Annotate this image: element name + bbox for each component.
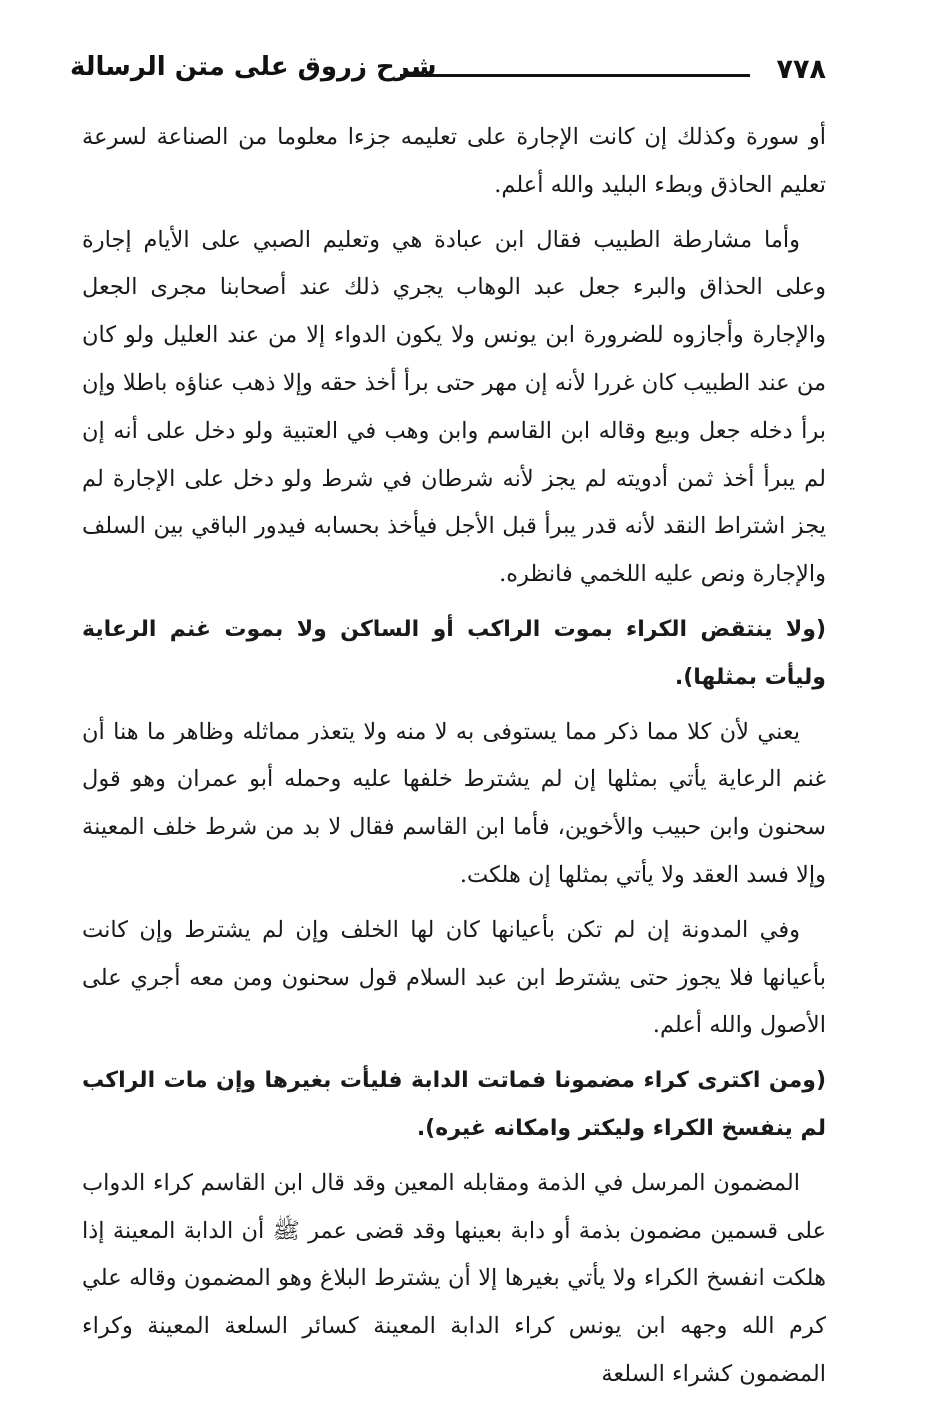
page-number: ٧٧٨: [776, 54, 826, 85]
paragraph-guaranteed-explanation: المضمون المرسل في الذمة ومقابله المعين وقد قال ابن القاسم كراء الدواب على قسمين مضمون بذمة أو دابة بعينها وقد قضى عمر ﷺ أن الدابة المعينة إذا هلكت انفسخ الكراء ولا يأتي بغيرها إلا أن يشترط البلاغ وهو المضمون وقاله علي كرم الله وجهه ابن يونس كراء الدابة المعينة كسائر السلعة المعينة وكراء المضمون كشراء السلعة: [82, 1169, 826, 1387]
header-rule: [400, 74, 750, 77]
paragraph-physician-contract: وأما مشارطة الطبيب فقال ابن عبادة هي وتعليم الصبي على الأيام إجارة وعلى الحذاق والبرء جعل عبد الوهاب يجري ذلك عند أصحابنا مجرى الجعل والإجارة وأجازوه للضرورة ابن يونس ولا يكون الدواء إلا من عند العليل ولو كان من عند الطبيب كان غررا لأنه إن مهر حتى برأ أخذ حقه وإلا ذهب عناؤه باطلا وإن برأ دخله جعل وبيع وقاله ابن القاسم وابن وهب في العتبية ولو دخل على أنه إن لم يبرأ أخذ ثمن أدويته لم يجز لأنه شرطان في شرط ولو دخل على الإجارة لم يجز اشتراط النقد لأنه قدر يبرأ قبل الأجل فيأخذ بحسابه فيدور الباقي بين السلف والإجارة ونص عليه اللخمي فانظره.: [82, 226, 826, 588]
matn-text-guaranteed-rental: (ومن اكترى كراء مضمونا فماتت الدابة فليأت بغيرها وإن مات الراكب لم ينفسخ الكراء وليكتر وامكانه غيره).: [82, 1068, 826, 1141]
page-header: [70, 50, 826, 98]
paragraph-mudawwana: وفي المدونة إن لم تكن بأعيانها كان لها الخلف وإن لم يشترط وإن كانت بأعيانها فلا يجوز حتى يشترط ابن عبد السلام قول سحنون ومن معه أجري على الأصول والله أعلم.: [82, 916, 826, 1039]
matn-text-rental-death: (ولا ينتقض الكراء بموت الراكب أو الساكن ولا بموت غنم الرعاية وليأت بمثلها).: [82, 616, 826, 690]
paragraph-commentary-grazing: يعني لأن كلا مما ذكر مما يستوفى به لا منه ولا يتعذر مماثله وظاهر ما هنا أن غنم الرعاية يأتي بمثلها إن لم يشترط خلفها عليه وحمله أبو عمران وهو قول سحنون وابن حبيب والأخوين، فأما ابن القاسم فقال لا بد من شرط خلف المعينة وإلا فسد العقد ولا يأتي بمثلها إن هلكت.: [82, 718, 826, 888]
paragraph-continuation: أو سورة وكذلك إن كانت الإجارة على تعليمه جزءا معلوما من الصناعة لسرعة تعليم الحاذق وبطء البليد والله أعلم.: [82, 124, 826, 198]
page-body: [82, 114, 826, 1406]
running-title: شرح زروق على متن الرسالة: [70, 52, 437, 82]
